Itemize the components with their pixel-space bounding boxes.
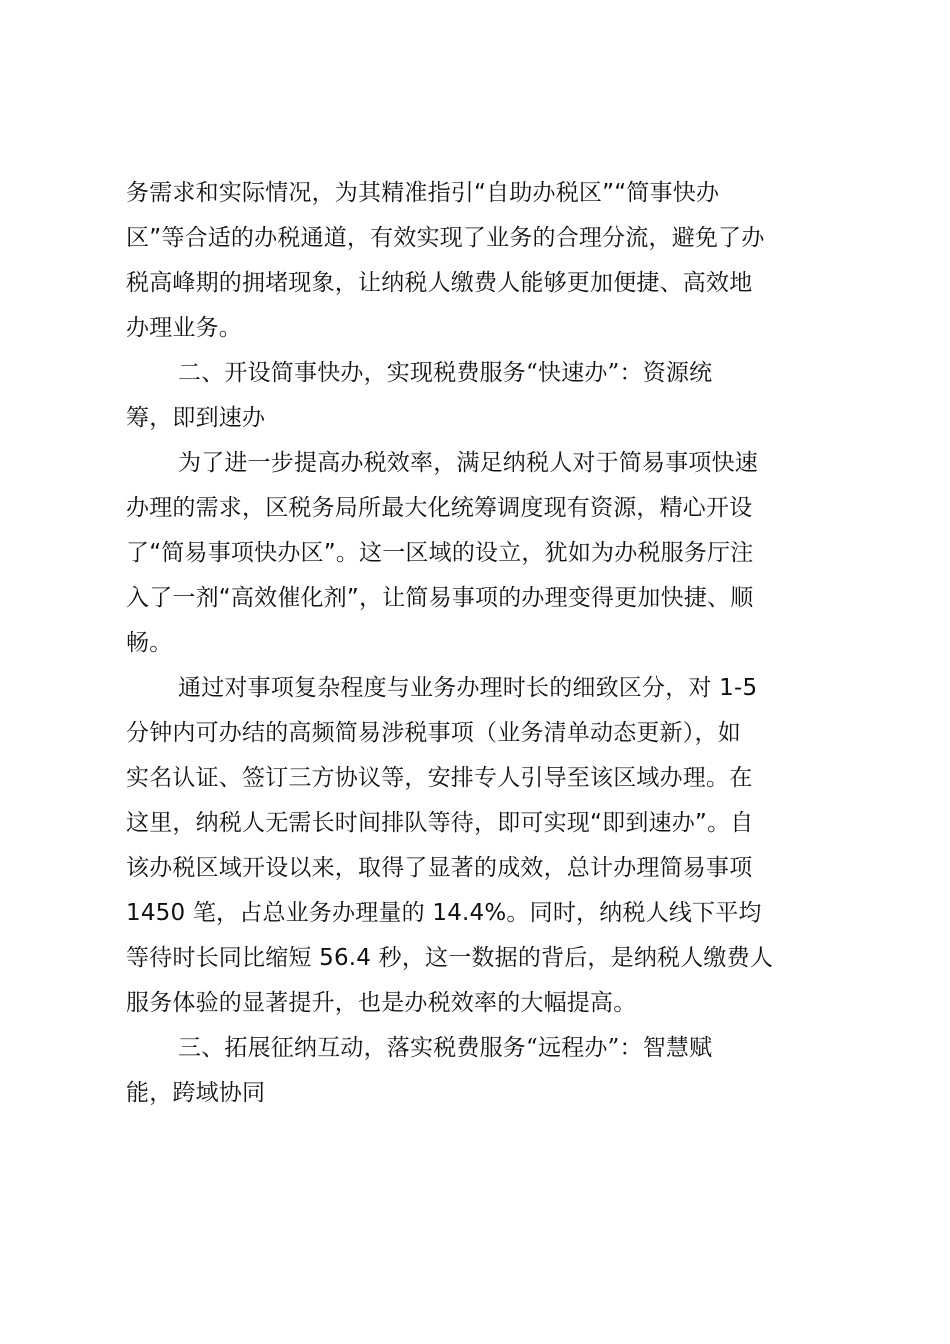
section-heading-2: 二、开设简事快办，实现税费服务“快速办”：资源统	[178, 360, 713, 386]
section-heading-2-cont: 筹，即到速办	[126, 405, 266, 431]
paragraph-line: 为了进一步提高办税效率，满足纳税人对于简易事项快速	[178, 450, 758, 476]
paragraph-line: 区”等合适的办税通道，有效实现了业务的合理分流，避免了办	[126, 225, 765, 251]
paragraph-line: 了“简易事项快办区”。这一区域的设立，犹如为办税服务厅注	[126, 540, 754, 566]
paragraph-line: 税高峰期的拥堵现象，让纳税人缴费人能够更加便捷、高效地	[126, 270, 753, 296]
section-heading-3: 三、拓展征纳互动，落实税费服务“远程办”：智慧赋	[178, 1035, 713, 1061]
paragraph-line: 分钟内可办结的高频简易涉税事项（业务清单动态更新），如	[126, 720, 741, 746]
paragraph-line: 实名认证、签订三方协议等，安排专人引导至该区域办理。在	[126, 765, 753, 791]
paragraph-line: 通过对事项复杂程度与业务办理时长的细致区分，对 1-5	[178, 675, 758, 701]
paragraph-line: 等待时长同比缩短 56.4 秒，这一数据的背后，是纳税人缴费人	[126, 945, 774, 971]
paragraph-line: 服务体验的显著提升，也是办税效率的大幅提高。	[126, 990, 637, 1016]
paragraph-line: 务需求和实际情况，为其精准指引“自助办税区”“简事快办	[126, 180, 720, 206]
paragraph-line: 入了一剂“高效催化剂”，让简易事项的办理变得更加快捷、顺	[126, 585, 754, 611]
paragraph-line: 该办税区域开设以来，取得了显著的成效，总计办理简易事项	[126, 855, 753, 881]
paragraph-line: 1450 笔，占总业务办理量的 14.4%。同时，纳税人线下平均	[126, 900, 762, 926]
paragraph-line: 畅。	[126, 630, 173, 656]
paragraph-line: 这里，纳税人无需长时间排队等待，即可实现“即到速办”。自	[126, 810, 754, 836]
paragraph-line: 办理业务。	[126, 315, 242, 341]
section-heading-3-cont: 能，跨域协同	[126, 1080, 266, 1106]
paragraph-line: 办理的需求，区税务局所最大化统筹调度现有资源，精心开设	[126, 495, 753, 521]
